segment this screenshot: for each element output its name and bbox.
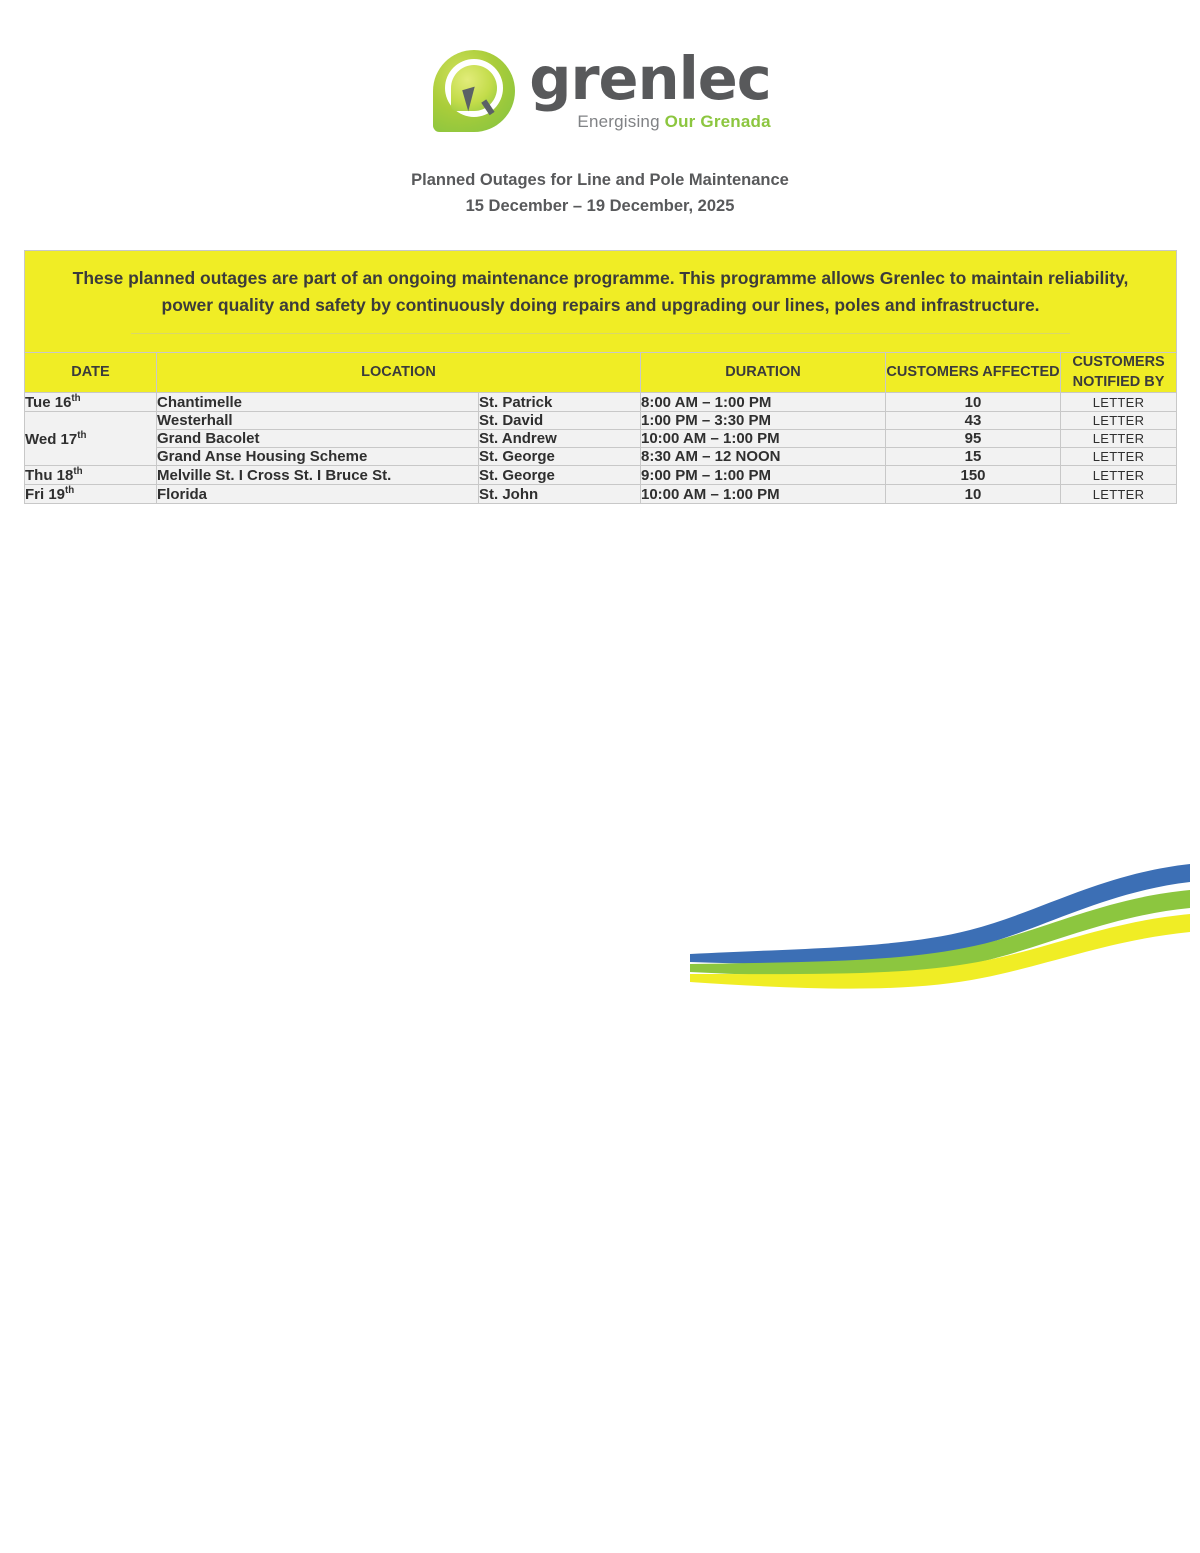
brand-logo (0, 44, 1200, 136)
cell-location: Florida (157, 485, 479, 504)
cell-notified-by: LETTER (1061, 412, 1177, 430)
page-title (0, 168, 1200, 219)
cell-parish: St. George (479, 448, 641, 466)
cell-customers-affected: 10 (886, 393, 1061, 412)
table-row (25, 412, 1177, 430)
page-title-line-1: Planned Outages for Line and Pole Maintenance (411, 171, 789, 189)
cell-date (25, 485, 157, 504)
maintenance-notice-text: These planned outages are part of an ongoing maintenance programme. This programme allows Grenlec to maintain reliability, power quality and safety by continuously doing repairs and upgrading our lines, poles and infrastructure. (72, 268, 1129, 316)
wave-swoosh-graphic (690, 852, 1190, 992)
cell-parish: St. John (479, 485, 641, 504)
cell-customers-affected: 10 (886, 485, 1061, 504)
cell-customers-affected: 15 (886, 448, 1061, 466)
cell-date-text: Wed 17 (25, 430, 78, 448)
cell-duration: 8:00 AM – 1:00 PM (641, 393, 886, 412)
logo-tagline-accent: Our Grenada (664, 111, 771, 131)
column-header-location: LOCATION (157, 353, 641, 393)
cell-date-text: Thu 18 (25, 467, 74, 485)
cell-parish: St. George (479, 466, 641, 485)
cell-date (25, 412, 157, 466)
cell-customers-affected: 43 (886, 412, 1061, 430)
cell-duration: 9:00 PM – 1:00 PM (641, 466, 886, 485)
cell-date (25, 466, 157, 485)
cell-notified-by: LETTER (1061, 448, 1177, 466)
table-row (25, 485, 1177, 504)
table-row (25, 448, 1177, 466)
column-header-customers-notified-by: CUSTOMERS NOTIFIED BY (1061, 353, 1177, 393)
page-title-line-2: 15 December – 19 December, 2025 (465, 196, 735, 215)
cell-customers-affected: 150 (886, 466, 1061, 485)
cell-date-suffix: th (65, 485, 75, 497)
cell-duration: 1:00 PM – 3:30 PM (641, 412, 886, 430)
cell-date-text: Tue 16 (25, 394, 72, 412)
outages-sheet (24, 250, 1176, 504)
logo-wordmark: grenlec (529, 43, 771, 113)
cell-location: Melville St. I Cross St. I Bruce St. (157, 466, 479, 485)
cell-date-suffix: th (71, 393, 81, 405)
cell-location: Westerhall (157, 412, 479, 430)
cell-date-suffix: th (77, 429, 87, 441)
logo-tagline-plain: Energising (577, 111, 665, 131)
cell-parish: St. Andrew (479, 430, 641, 448)
cell-date-text: Fri 19 (25, 486, 66, 504)
cell-date-suffix: th (73, 466, 83, 478)
cell-notified-by: LETTER (1061, 430, 1177, 448)
planned-outages-table (24, 250, 1177, 504)
cell-parish: St. David (479, 412, 641, 430)
table-row (25, 466, 1177, 485)
table-row (25, 393, 1177, 412)
column-header-date: DATE (25, 353, 157, 393)
column-header-duration: DURATION (641, 353, 886, 393)
table-row (25, 430, 1177, 448)
cell-date (25, 393, 157, 412)
cell-notified-by: LETTER (1061, 485, 1177, 504)
maintenance-notice (25, 251, 1177, 353)
cell-duration: 10:00 AM – 1:00 PM (641, 430, 886, 448)
cell-location: Chantimelle (157, 393, 479, 412)
table-header-row (25, 353, 1177, 393)
leaf-cursor-icon (429, 44, 521, 136)
cell-notified-by: LETTER (1061, 466, 1177, 485)
logo-tagline (529, 112, 771, 132)
cell-location: Grand Anse Housing Scheme (157, 448, 479, 466)
cell-duration: 10:00 AM – 1:00 PM (641, 485, 886, 504)
cell-location: Grand Bacolet (157, 430, 479, 448)
column-header-customers-affected: CUSTOMERS AFFECTED (886, 353, 1061, 393)
logo-text (529, 43, 771, 132)
cell-customers-affected: 95 (886, 430, 1061, 448)
banner-divider (131, 333, 1069, 334)
cell-parish: St. Patrick (479, 393, 641, 412)
cell-duration: 8:30 AM – 12 NOON (641, 448, 886, 466)
cell-notified-by: LETTER (1061, 393, 1177, 412)
banner-row (25, 251, 1177, 353)
